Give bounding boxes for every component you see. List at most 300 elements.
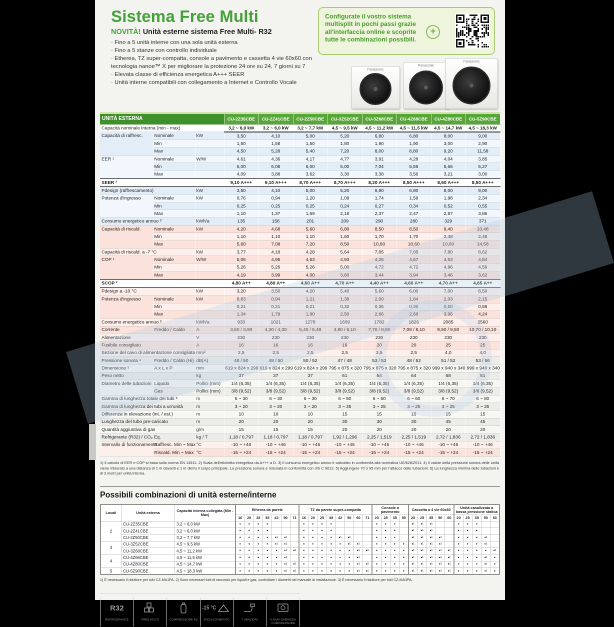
feature-bullet: · Elevata classe di efficienza energetica A+++ SEER (111, 71, 321, 79)
spec-unit (195, 202, 224, 210)
spec-value: 1278 (293, 318, 328, 326)
spec-value: 0,25 (293, 202, 328, 210)
spec-value: 15 (397, 410, 432, 418)
spec-value: 16 (259, 341, 294, 349)
compatibility-dot: •¹ (427, 568, 436, 575)
spec-value: 619 x 824 x 299 (259, 365, 293, 371)
feature-badge (100, 598, 134, 627)
spec-value: 2560 (466, 318, 501, 326)
spec-value: 7,20 (328, 148, 363, 156)
compatibility-dot (336, 521, 345, 528)
spec-sublabel: Nominale (153, 155, 195, 163)
badge-label: REFRIGERANTE (105, 618, 129, 622)
spec-value: 30 (397, 418, 432, 426)
compatibility-dot: • (245, 568, 254, 575)
compatibility-dot: •¹ (418, 554, 427, 561)
spec-value: -15 ~ +24 (328, 449, 363, 457)
compatibility-dot: • (327, 554, 336, 561)
compatibility-dot: • (345, 548, 354, 555)
spec-value: 3 ~ 25 (362, 403, 397, 411)
spec-value: 0,36 (362, 303, 397, 311)
spec-value: 0,55 (466, 202, 501, 210)
spec-unit: kg / T (195, 433, 224, 441)
spec-value: 3,46 (431, 271, 466, 279)
spec-value: 1,70 (397, 233, 432, 241)
spec-value: 5,60 (224, 241, 259, 249)
compatibility-dot: • (236, 561, 245, 568)
compatibility-dot: •² (290, 561, 299, 568)
indoor-type-header: Cassetta a 4 vie 60x60 (408, 505, 454, 515)
spec-value: 4,0 (431, 349, 466, 357)
compatibility-dot: •¹ (281, 554, 290, 561)
compatibility-dot: •¹ (436, 541, 445, 548)
spec-row (100, 357, 500, 365)
spec-value: 4,80 A++ (259, 279, 294, 287)
spec-value: 5,59 (397, 163, 432, 171)
compatibility-dot: • (381, 548, 390, 555)
spec-row (100, 387, 500, 395)
compatibility-dot: • (390, 568, 399, 575)
compatibility-dot: • (372, 548, 381, 555)
spec-value: 4,10 (259, 187, 294, 195)
spec-value: 15 (259, 426, 294, 434)
compatibility-dot (436, 521, 445, 528)
compatibility-dot: •¹ (345, 534, 354, 541)
size-header: 25 (381, 515, 390, 521)
combos-model: CU-5Z90CBE (121, 568, 175, 575)
spec-value: 3,91 (362, 155, 397, 163)
compatibility-dot (272, 528, 281, 535)
compatibility-dot: • (263, 561, 272, 568)
spec-row (100, 410, 500, 418)
spec-value: -10 ~ +46 (293, 441, 328, 449)
compatibility-dot: • (317, 554, 326, 561)
spec-value: 3,62 (466, 271, 501, 279)
spec-value: 1,59 (397, 195, 432, 203)
spec-unit: W/W (195, 256, 224, 264)
compatibility-dot: • (308, 561, 317, 568)
compatibility-dot: • (299, 561, 308, 568)
spec-value: 50 / 52 (293, 357, 328, 365)
spec-value: 4,30 / 4,30 (259, 326, 294, 334)
spec-sublabel: Max (153, 210, 195, 218)
size-header: 25 (317, 515, 326, 521)
spec-sublabel: Raffresc. Min ~ Max (154, 442, 196, 448)
qr-code-icon (455, 14, 490, 49)
size-header: 42 (336, 515, 345, 521)
compatibility-dot: • (236, 521, 245, 528)
spec-value: 6,80 (362, 132, 397, 140)
compatibility-dot (399, 521, 408, 528)
compatibility-dot (354, 521, 363, 528)
col-capacity: Capacità interna collegata (Min - Max) (175, 505, 236, 521)
spec-value: 2,15 (466, 295, 501, 303)
spec-value: 3,44 (362, 271, 397, 279)
spec-row (100, 311, 500, 319)
spec-value: 3,62 (293, 171, 328, 179)
spec-unit: kW (195, 132, 224, 140)
size-header: 50 (281, 515, 290, 521)
spec-sublabel: Nominale (153, 256, 195, 264)
spec-value: 20 (431, 426, 466, 434)
compatibility-dot: • (263, 568, 272, 575)
spec-value: 1,90 (397, 140, 432, 148)
combinations-title: Possibili combinazioni di unità esterne/interne (100, 486, 500, 500)
compatibility-dot: • (317, 521, 326, 528)
spec-value: 1,10 (293, 233, 328, 241)
spec-value: 4,95 (259, 256, 294, 264)
spec-row (100, 287, 500, 295)
spec-value: 933 (224, 318, 259, 326)
spec-value: 4,20 (224, 225, 259, 233)
spec-value: 48 / 50 (259, 357, 294, 365)
combos-model: CU-2Z35CBE (121, 521, 175, 528)
indoor-type-header: TZ da parete super-compatta (299, 505, 372, 515)
spec-unit: m (195, 418, 224, 426)
compatibility-dot: • (399, 561, 408, 568)
compatibility-dot: •¹ (427, 521, 436, 528)
compatibility-dot: • (254, 528, 263, 535)
compatibility-dot: •¹ (490, 548, 499, 555)
compatibility-dot: • (490, 554, 499, 561)
spec-row (100, 349, 500, 357)
spec-value: 6,80 (328, 225, 363, 233)
spec-row (100, 264, 500, 272)
spec-value: 4,0 (466, 349, 501, 357)
spec-value: 4,28 (293, 248, 328, 256)
spec-value: 5,20 (328, 132, 363, 140)
spec-value: 1,18 / 0,797 (259, 433, 294, 441)
compatibility-dot: • (254, 534, 263, 541)
compatibility-dot: • (327, 548, 336, 555)
spec-row (100, 210, 500, 218)
spec-row (100, 202, 500, 210)
indoor-type-header: Unità canalizzata a bassa pressione statica (455, 505, 498, 514)
spec-value: 795 x 875 x 320 (397, 365, 431, 371)
compatibility-dot: • (399, 554, 408, 561)
spec-value: 5,06 (224, 256, 259, 264)
spec-value: 6,08 (259, 163, 294, 171)
spec-value: 1,18 / 0,797 (224, 433, 259, 441)
compatibility-dot: • (463, 561, 472, 568)
compatibility-dot: • (336, 541, 345, 548)
compatibility-dot: •¹ (345, 541, 354, 548)
compatibility-dot: • (490, 568, 499, 575)
spec-value: 2,03 (431, 295, 466, 303)
compatibility-dot: •¹ (408, 534, 417, 541)
compatibility-dot: •¹ (408, 521, 417, 528)
compatibility-dot (354, 528, 363, 535)
compatibility-dot: • (236, 528, 245, 535)
spec-value: 1,80 (328, 140, 363, 148)
model-header: CU-3Z52CBE (328, 113, 363, 124)
spec-value: 7,80 (431, 248, 466, 256)
spec-value: 371 (466, 218, 501, 226)
spec-unit: kWh/a (195, 218, 224, 226)
spec-value: 4,24 (466, 311, 501, 319)
spec-group-label: SCOP ² (100, 279, 224, 287)
spec-value: 8,50 A+++ (466, 179, 501, 187)
spec-value: 4,68 (259, 225, 294, 233)
spec-value: 2,34 (466, 195, 501, 203)
spec-value: 0,21 (259, 303, 294, 311)
compatibility-dot: •² (363, 548, 372, 555)
spec-value: 1,10 (224, 210, 259, 218)
col-unit: Unità esterna (121, 505, 175, 521)
configurator-promo-box (318, 7, 495, 55)
spec-value: 4,5 ~ 14,7 kW (431, 124, 466, 132)
compatibility-dot: • (317, 548, 326, 555)
combinations-table-head (101, 505, 500, 521)
badge-label: COMPRESSORE R2 (169, 618, 198, 622)
spec-group-label: Lunghezza del tubo pre-caricato (100, 418, 195, 426)
spec-value: 4,09 (224, 171, 259, 179)
compatibility-dot: • (390, 521, 399, 528)
spec-value: 5,60 (293, 225, 328, 233)
spec-sublabel: Max (153, 311, 195, 319)
spec-value: 4,72 (397, 264, 432, 272)
combos-capacity-range: 3,2 ~ 6,0 kW (175, 521, 236, 528)
compatibility-dot: • (236, 534, 245, 541)
compatibility-dot: • (317, 541, 326, 548)
spec-value: 8,70 A+++ (293, 179, 328, 187)
spec-value: 4,96 (431, 264, 466, 272)
compatibility-dot: •¹ (481, 534, 490, 541)
compatibility-dot: • (299, 534, 308, 541)
spec-unit: mm² (195, 349, 224, 357)
spec-value: 9,10 A+++ (224, 179, 259, 187)
spec-sublabel: A x L x P (153, 364, 195, 372)
compatibility-dot: •¹ (354, 554, 363, 561)
combinations-table-body (101, 521, 500, 575)
multi-units-icon (143, 599, 158, 618)
spec-value: 6 ~ 30 (293, 395, 328, 403)
compatibility-dot: •¹ (281, 548, 290, 555)
spec-value: 3/8 (9,52) (224, 387, 259, 395)
spec-value: 3 ~ 25 (431, 403, 466, 411)
compatibility-dot (490, 534, 499, 541)
spec-value: 230 (362, 334, 397, 342)
compatibility-dot (290, 521, 299, 528)
spec-value: 20 (259, 418, 294, 426)
compatibility-dot: • (454, 541, 463, 548)
compatibility-dot: • (308, 554, 317, 561)
spec-corner-label: UNITÀ ESTERNA (100, 113, 224, 124)
compatibility-dot: • (236, 554, 245, 561)
spec-value: 10,48 (466, 225, 501, 233)
spec-value: 1,79 (259, 311, 294, 319)
spec-sublabel: Min (153, 140, 195, 148)
compatibility-dot: •¹ (436, 548, 445, 555)
spec-unit: kW (195, 225, 224, 233)
spec-value: 2,5 (224, 349, 259, 357)
spec-value: 10,70 / 10,10 (466, 326, 501, 334)
feature-bullet: · Fino a 5 stanze con controllo individuale (111, 47, 321, 55)
spec-value: 3,85 (466, 155, 501, 163)
spec-value: -10 ~ +46 (397, 441, 432, 449)
spec-value: 5,26 (293, 264, 328, 272)
spec-value: 25 (466, 341, 501, 349)
brochure-page (95, 0, 505, 626)
spec-value: 5,66 (431, 163, 466, 171)
locali-cell: 2 (101, 521, 122, 541)
spec-unit: kW (195, 195, 224, 203)
compatibility-dot: •¹ (418, 534, 427, 541)
spec-value: 619 x 824 x 299 (225, 365, 259, 371)
compatibility-dot: • (254, 521, 263, 528)
spec-value: 8,50 A+++ (397, 179, 432, 187)
compatibility-dot: • (463, 554, 472, 561)
compatibility-dot: •¹ (445, 561, 454, 568)
spec-value: 4,36 (259, 155, 294, 163)
compatibility-dot: •¹ (445, 548, 454, 555)
compatibility-dot: • (454, 521, 463, 528)
spec-value: 3/8 (9,52) (362, 387, 397, 395)
compatibility-dot: • (381, 541, 390, 548)
spec-value: 0,21 (224, 303, 259, 311)
spec-table (100, 112, 500, 457)
spec-value: 8,80 (397, 148, 432, 156)
spec-sublabel: Nominale (153, 195, 195, 203)
spec-value: 3,30 (328, 171, 363, 179)
compatibility-dot (363, 534, 372, 541)
spec-row (100, 433, 500, 441)
spec-value: 37 (224, 372, 259, 380)
spec-group-label: Capacità di riscald. a -7 °C (100, 248, 195, 256)
feature-bullet: · Fino a 5 unità interne con una sola unità esterna (111, 39, 321, 47)
spec-value: 201 (293, 218, 328, 226)
combos-row (101, 521, 500, 528)
compatibility-dot (445, 541, 454, 548)
spec-group-label: Quantità aggiuntiva di gas (100, 426, 195, 434)
spec-value: -15 ~ +24 (431, 449, 466, 457)
compatibility-dot: • (472, 534, 481, 541)
compatibility-dot: •² (290, 548, 299, 555)
feature-badge-strip (100, 593, 300, 626)
spec-unit: m (195, 395, 224, 403)
spec-unit (195, 140, 224, 148)
compatibility-dot: • (381, 534, 390, 541)
compatibility-dot: • (299, 548, 308, 555)
spec-value: 4,28 (397, 155, 432, 163)
compatibility-dot: •¹ (481, 561, 490, 568)
spec-value: 3,99 (259, 271, 294, 279)
page-subtitle (111, 28, 272, 36)
spec-value: 3/8 (9,52) (466, 387, 501, 395)
compatibility-dot: • (472, 554, 481, 561)
size-header: 20 (408, 515, 417, 521)
spec-value: 1,70 (362, 233, 397, 241)
compatibility-dot: • (236, 568, 245, 575)
spec-value: 10 (224, 410, 259, 418)
size-header: 60 (490, 515, 499, 521)
spec-sublabel: Min (153, 233, 195, 241)
spec-value: 20 (466, 426, 501, 434)
spec-value: 1021 (259, 318, 294, 326)
size-header: 60 (354, 515, 363, 521)
compatibility-dot: •¹ (281, 568, 290, 575)
spec-value: 3 ~ 20 (224, 403, 259, 411)
spec-value: 230 (397, 334, 432, 342)
spec-value: 2085 (431, 318, 466, 326)
spec-unit: W/W (195, 155, 224, 163)
compatibility-dot: • (372, 568, 381, 575)
spec-row (100, 403, 500, 411)
spec-value: 8,00 (431, 132, 466, 140)
spec-group-label: Gamma di lunghezza totale dei tubi ⁶ (100, 395, 195, 403)
spec-value: 3/8 (9,52) (293, 387, 328, 395)
combos-capacity-range: 3,2 ~ 6,0 kW (175, 528, 236, 535)
spec-row (100, 271, 500, 279)
spec-value: 3,77 (224, 248, 259, 256)
compatibility-dot: •¹ (436, 534, 445, 541)
page-title: Sistema Free Multi (111, 7, 259, 26)
compatibility-dot: • (254, 554, 263, 561)
outdoor-unit-image-large (445, 58, 498, 109)
spec-value: 3,38 (362, 171, 397, 179)
spec-value: 999 x 940 x 340 (466, 365, 500, 371)
compatibility-dot: •¹ (436, 554, 445, 561)
spec-value: 2,72 / 1,836 (466, 433, 501, 441)
r32-icon (110, 599, 124, 618)
spec-value: 53 / 53 (362, 357, 397, 365)
spec-value: 230 (259, 334, 294, 342)
combos-model: CU-2Z50CBE (121, 534, 175, 541)
spec-value: 4,5 ~ 11,2 kW (362, 124, 397, 132)
spec-value: 1,20 (293, 195, 328, 203)
spec-value: 5,28 (259, 148, 294, 156)
spec-value: 5,40 (328, 287, 363, 295)
compatibility-dot: •² (290, 568, 299, 575)
spec-sublabel: Freddo / Caldo (153, 326, 195, 334)
compatibility-dot (345, 521, 354, 528)
spec-row (100, 426, 500, 434)
feature-badge (234, 598, 267, 627)
spec-value: 5,27 (466, 163, 501, 171)
size-header: 50 (399, 515, 408, 521)
spec-value: 81 (466, 372, 501, 380)
compatibility-dot: •¹ (427, 554, 436, 561)
spec-value: 1,60 (328, 233, 363, 241)
compatibility-dot: • (381, 528, 390, 535)
spec-value: 1/4 (6,35) (224, 380, 259, 388)
compatibility-dot: •¹ (336, 534, 345, 541)
spec-value: 5,40 (293, 148, 328, 156)
compatibility-dot: • (272, 548, 281, 555)
size-header: 50 (481, 515, 490, 521)
spec-value: 10 (259, 410, 294, 418)
spec-value: 158 (259, 218, 294, 226)
spec-group-label: Sezione del cavo di alimentazione consigliata (101, 350, 196, 356)
size-header: 16 (236, 515, 245, 521)
spec-value: 16 (293, 341, 328, 349)
spec-value: 9,50 / 9,50 (431, 326, 466, 334)
spec-value: 3/8 (9,52) (397, 387, 432, 395)
compatibility-dot: •¹ (354, 548, 363, 555)
spec-row (100, 334, 500, 342)
compatibility-dot (445, 528, 454, 535)
compatibility-dot: • (372, 534, 381, 541)
spec-value: 6,80 (397, 132, 432, 140)
size-header: 35 (263, 515, 272, 521)
compressor-icon (176, 599, 191, 618)
spec-value: 3 ~ 20 (293, 403, 328, 411)
compatibility-dot: • (372, 561, 381, 568)
spec-value: 3/8 (9,52) (431, 387, 466, 395)
size-header: 16 (299, 515, 308, 521)
compatibility-dot: • (245, 521, 254, 528)
compatibility-dot: • (463, 541, 472, 548)
